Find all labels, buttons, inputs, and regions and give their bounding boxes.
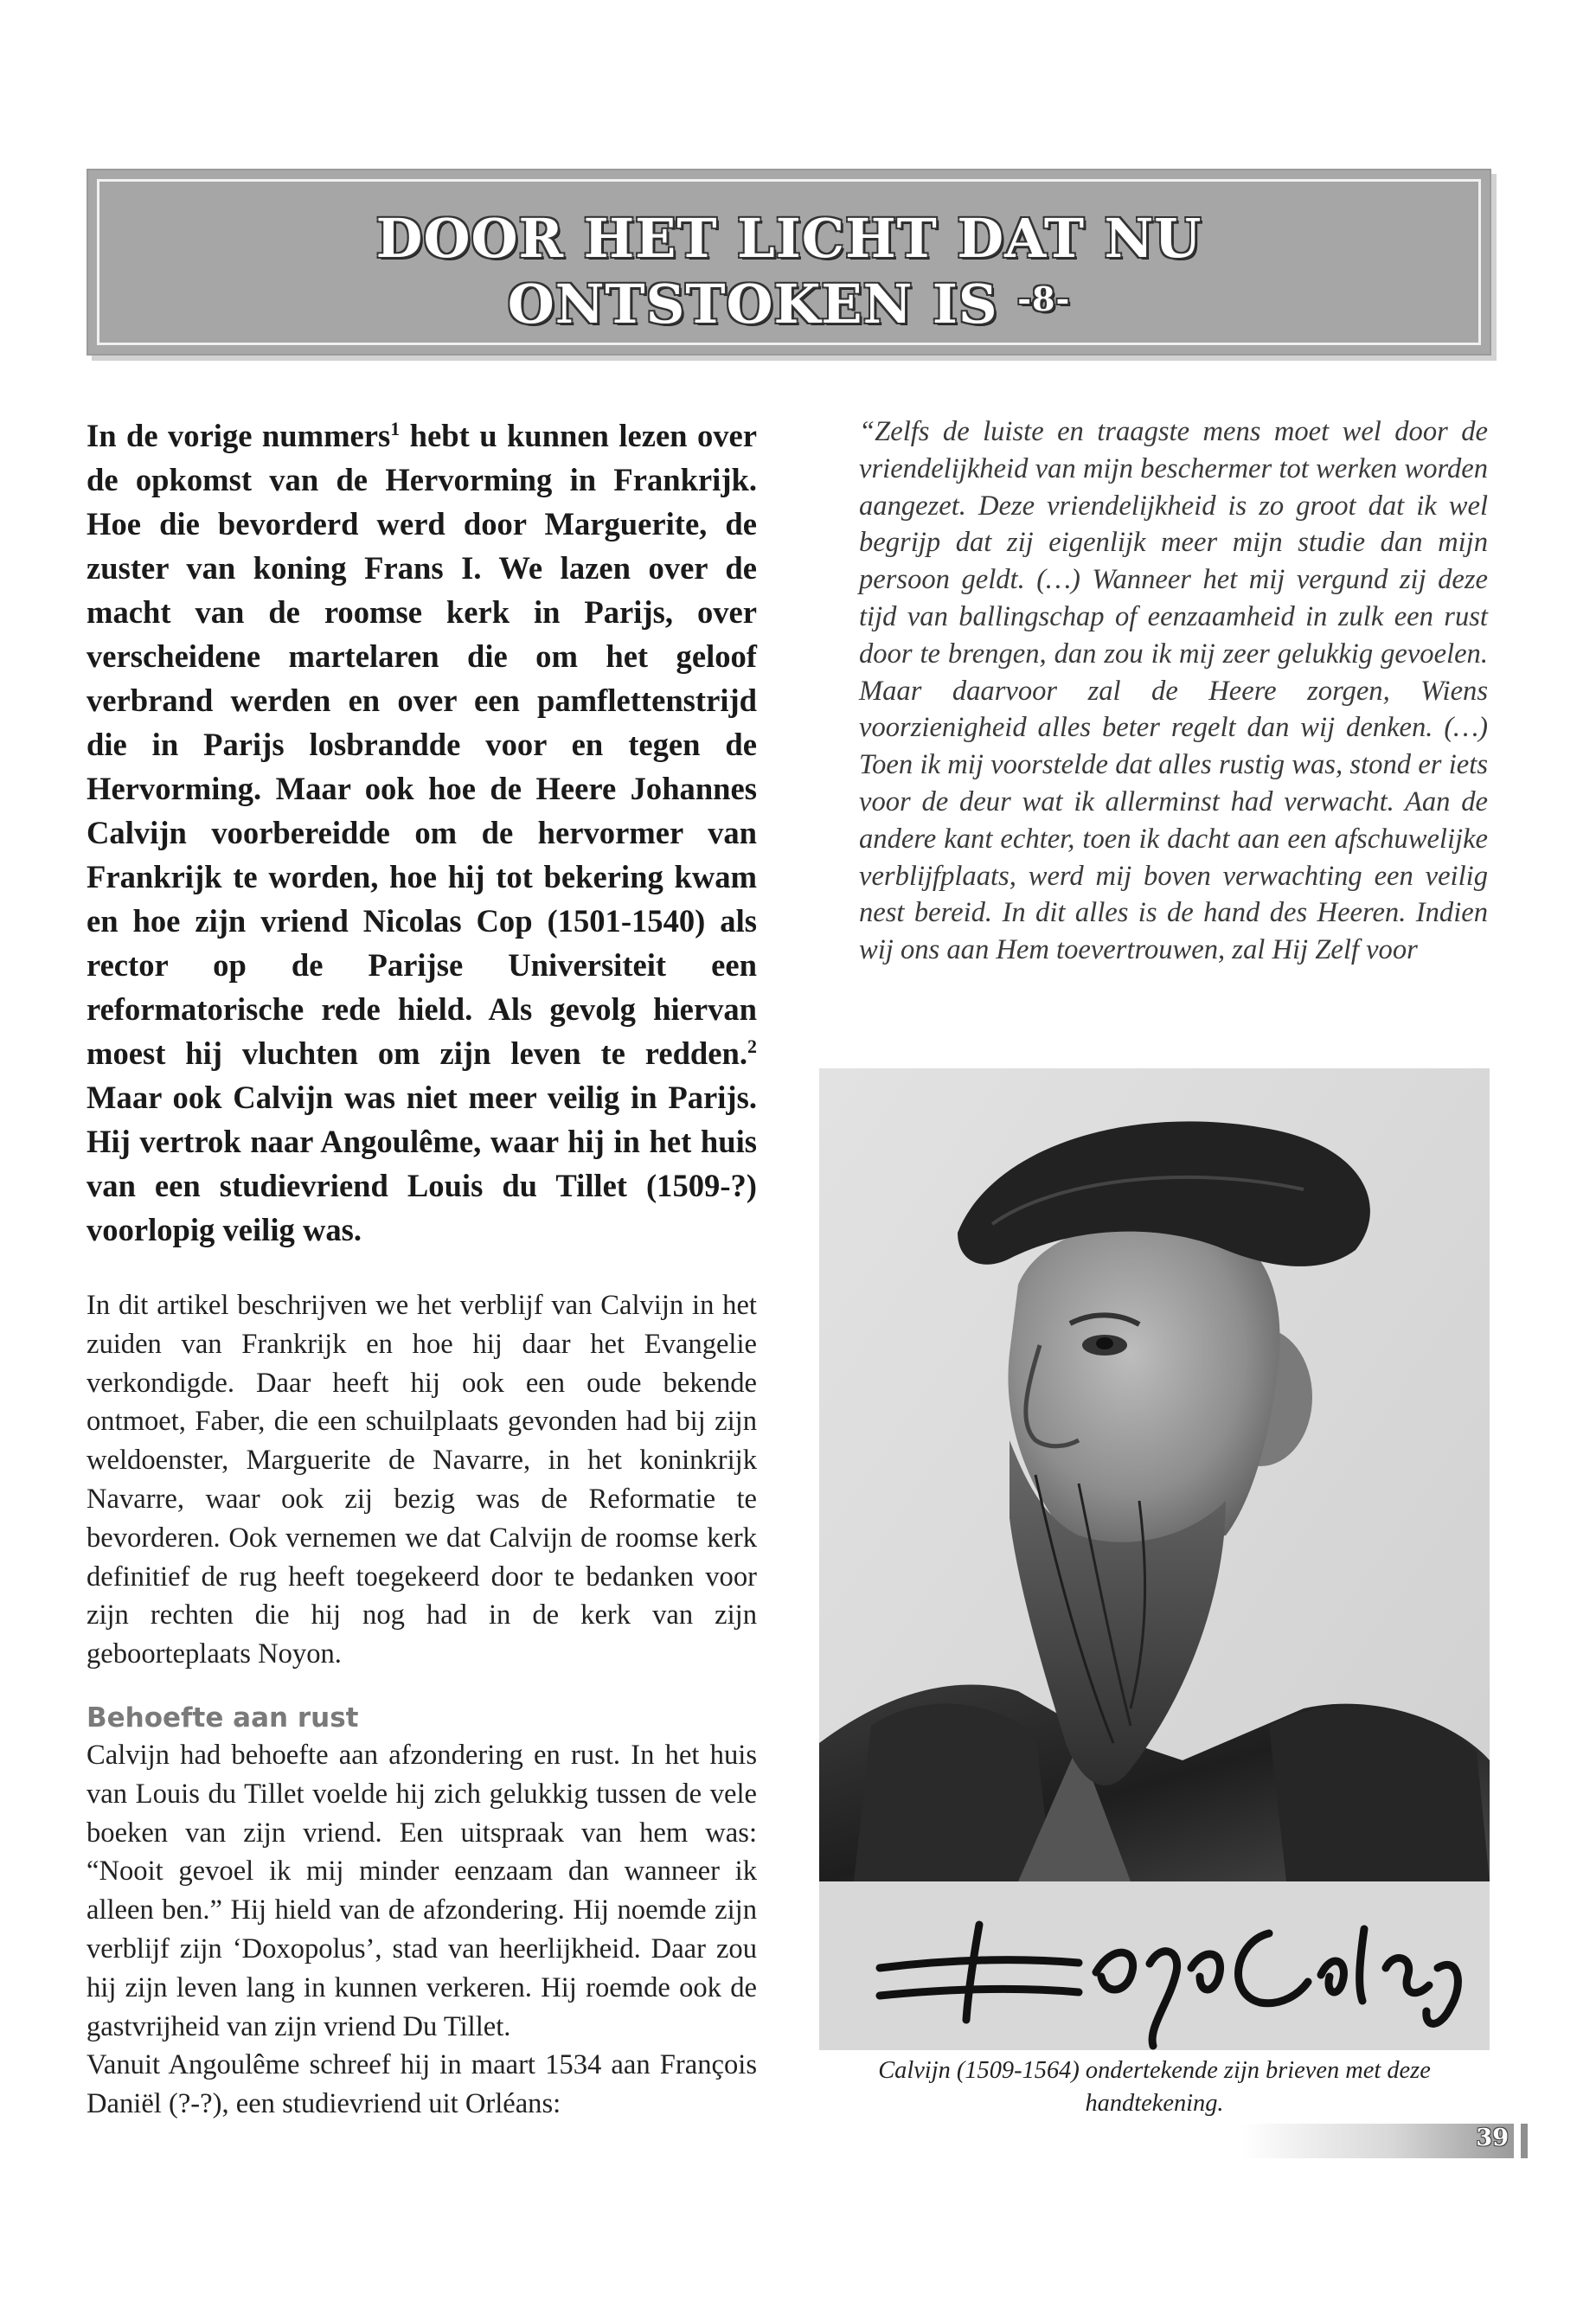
intro-text-1: In de vorige nummers (87, 418, 391, 453)
section-paragraph-1: Calvijn had behoefte aan afzondering en rust. In het huis van Louis du Tillet voelde hij zich gelukkig tussen de vele boeken van zijn vriend. Een uitspraak van hem was: “Nooit gevoel ik mij minder eenzaam dan wanneer ik alleen ben.” Hij hield van de afzondering. Hij noemde zijn verblijf zijn ‘Doxopolus’, stad van heerlijkheid. Daar zou hij zijn leven lang in kunnen verkeren. Hij roemde ook de gastvrijheid van zijn vriend Du Tillet. (87, 1739, 757, 2042)
left-column (87, 413, 757, 2124)
series-number: -8- (1017, 279, 1071, 318)
intro-paragraph (87, 413, 757, 1252)
title-line-2: ONTSTOKEN IS (507, 272, 998, 336)
section-heading: Behoefte aan rust (87, 1702, 359, 1734)
title-banner (87, 169, 1491, 356)
title-line-1: DOOR HET LICHT DAT NU (375, 207, 1202, 270)
article-title (99, 206, 1478, 337)
calvin-portrait-image (819, 1068, 1490, 2050)
section-paragraph-2: Vanuit Angoulême schreef hij in maart 1534 aan François Daniël (?-?), een studievriend uit Orléans: (87, 2049, 757, 2120)
page-number: 39 (1476, 2125, 1509, 2151)
right-column (859, 413, 1488, 969)
portrait-illustration (819, 1068, 1490, 2050)
figure-caption: Calvijn (1509-1564) ondertekende zijn brieven met deze handtekening. (878, 2057, 1431, 2117)
body-paragraph-2: In dit artikel beschrijven we het verblijf van Calvijn in het zuiden van Frankrijk en hoe hij daar het Evangelie verkondigde. Daar heeft hij ook een oude bekende ontmoet, Faber, die een schuilplaats gevonden had bij zijn weldoenster, Marguerite de Navarre, in het koninkrijk Navarre, waar ook zij bezig was de Reformatie te bevorderen. Ook vernemen we dat Calvijn de roomse kerk definitief de rug heeft toegekeerd door te bedanken voor zijn rechten die hij nog had in de kerk van zijn geboorteplaats Noyon. (87, 1290, 757, 1670)
footnote-ref-2: 2 (747, 1035, 757, 1057)
page-number-bar-cap (1521, 2124, 1528, 2158)
intro-text-3: Maar ook Calvijn was niet meer veilig in Parijs. Hij vertrok naar Angoulême, waar hij in het huis van een studievriend Louis du Tillet (1509-?) voorlopig veilig was. (87, 1080, 757, 1247)
letter-quote: “Zelfs de luiste en traagste mens moet wel door de vriendelijkheid van mijn beschermer tot werken worden aangezet. Deze vriendelijkheid is zo groot dat ik wel begrijp dat zij eigenlijk meer mijn studie dan mijn persoon geldt. (…) Wanneer het mij vergund zij deze tijd van ballingschap of eenzaamheid in zulk een rust door te brengen, dan zou ik mij zeer gelukkig gevoelen. Maar daarvoor zal de Heere zorgen, Wiens voorzienigheid alles beter regelt dan wij denken. (…) Toen ik mij voorstelde dat alles rustig was, stond er iets voor de deur wat ik allerminst had verwacht. Aan de andere kant echter, toen ik dacht aan een afschuwelijke verblijfplaats, werd mij boven verwachting een veilig nest bereid. In dit alles is de hand des Heeren. Indien wij ons aan Hem toevertrouwen, zal Hij Zelf voor (859, 416, 1488, 966)
footnote-ref-1: 1 (390, 417, 401, 439)
intro-text-2: hebt u kunnen lezen over de opkomst van de Hervorming in Frankrijk. Hoe die bevorderd werd door Marguerite, de zuster van koning Frans I. We lazen over de macht van de roomse kerk in Parijs, over verscheidene martelaren die om het geloof verbrand werden en over een pamflettenstrijd die in Parijs losbrandde voor en tegen de Hervorming. Maar ook hoe de Heere Johannes Calvijn voorbereidde om de hervormer van Frankrijk te worden, hoe hij tot bekering kwam en hoe zijn vriend Nicolas Cop (1501-1540) als rector op de Parijse Universiteit een reformatorische rede hield. Als gevolg hiervan moest hij vluchten om zijn leven te redden. (87, 418, 757, 1071)
title-banner-inner (97, 179, 1481, 345)
